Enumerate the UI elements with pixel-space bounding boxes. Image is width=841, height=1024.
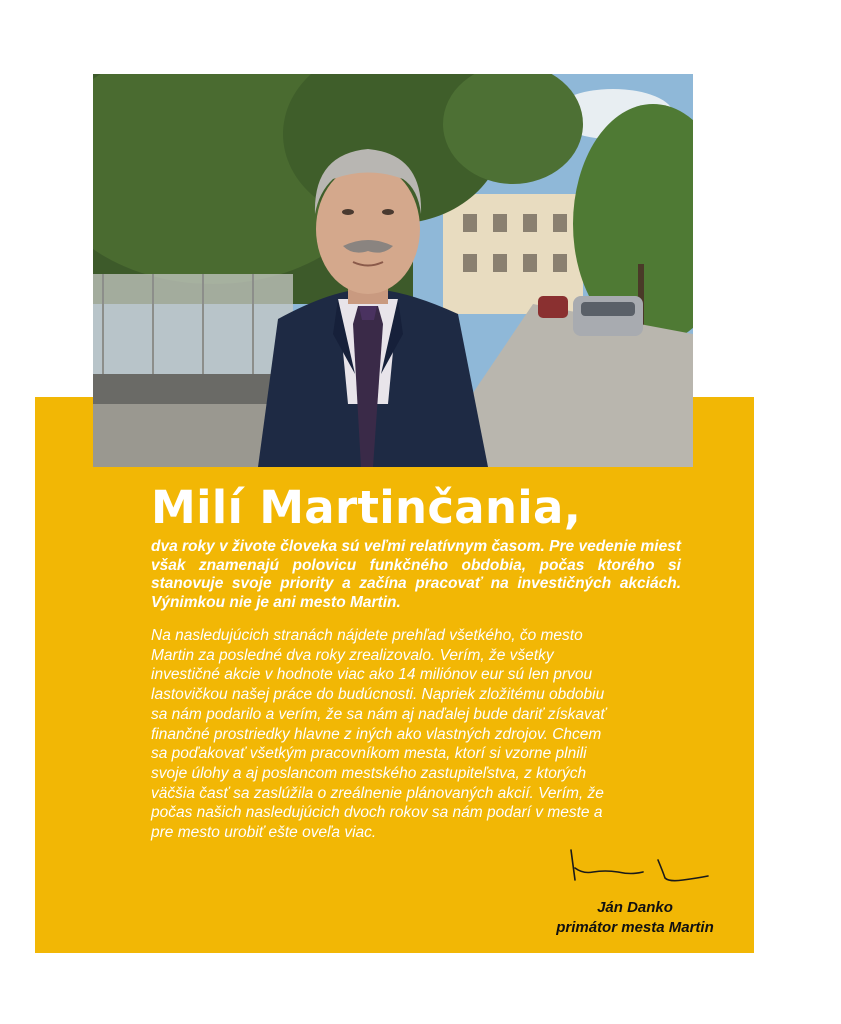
signature-name: Ján Danko: [597, 899, 673, 916]
lead-paragraph: dva roky v živote človeka sú veľmi relatívnym časom. Pre vedenie miest však znamenajú polovicu funkčného obdobia, počas ktorého si stanovuje svoje priority a začína pracovať na investičných akciách. Výnimkou nie je ani mesto Martin.: [151, 538, 681, 611]
portrait-photo: [93, 74, 693, 467]
greeting-heading: Milí Martinčania,: [151, 481, 582, 534]
signature-role: primátor mesta Martin: [556, 919, 714, 936]
handwritten-signature: [563, 842, 713, 892]
body-paragraph: Na nasledujúcich stranách nájdete prehľad všetkého, čo mesto Martin za posledné dva roky zrealizovalo. Verím, že všetky investičné akcie v hodnote viac ako 14 miliónov eur sú len prvou lastovičkou našej práce do budúcnosti. Napriek zložitému obdobiu sa nám podarilo a verím, že sa nám aj naďalej bude dariť získavať finančné prostriedky hlavne z iných ako vlastných zdrojov. Chcem sa poďakovať všetkým pracovníkom mesta, ktorí si vzorne plnili svoje úlohy a aj poslancom mestského zastupiteľstva, z ktorých väčšia časť sa zaslúžila o zreálnenie plánovaných akcií. Verím, že počas našich nasledujúcich dvoch rokov sa nám podarí v meste a pre mesto urobiť ešte oveľa viac.: [151, 627, 606, 842]
